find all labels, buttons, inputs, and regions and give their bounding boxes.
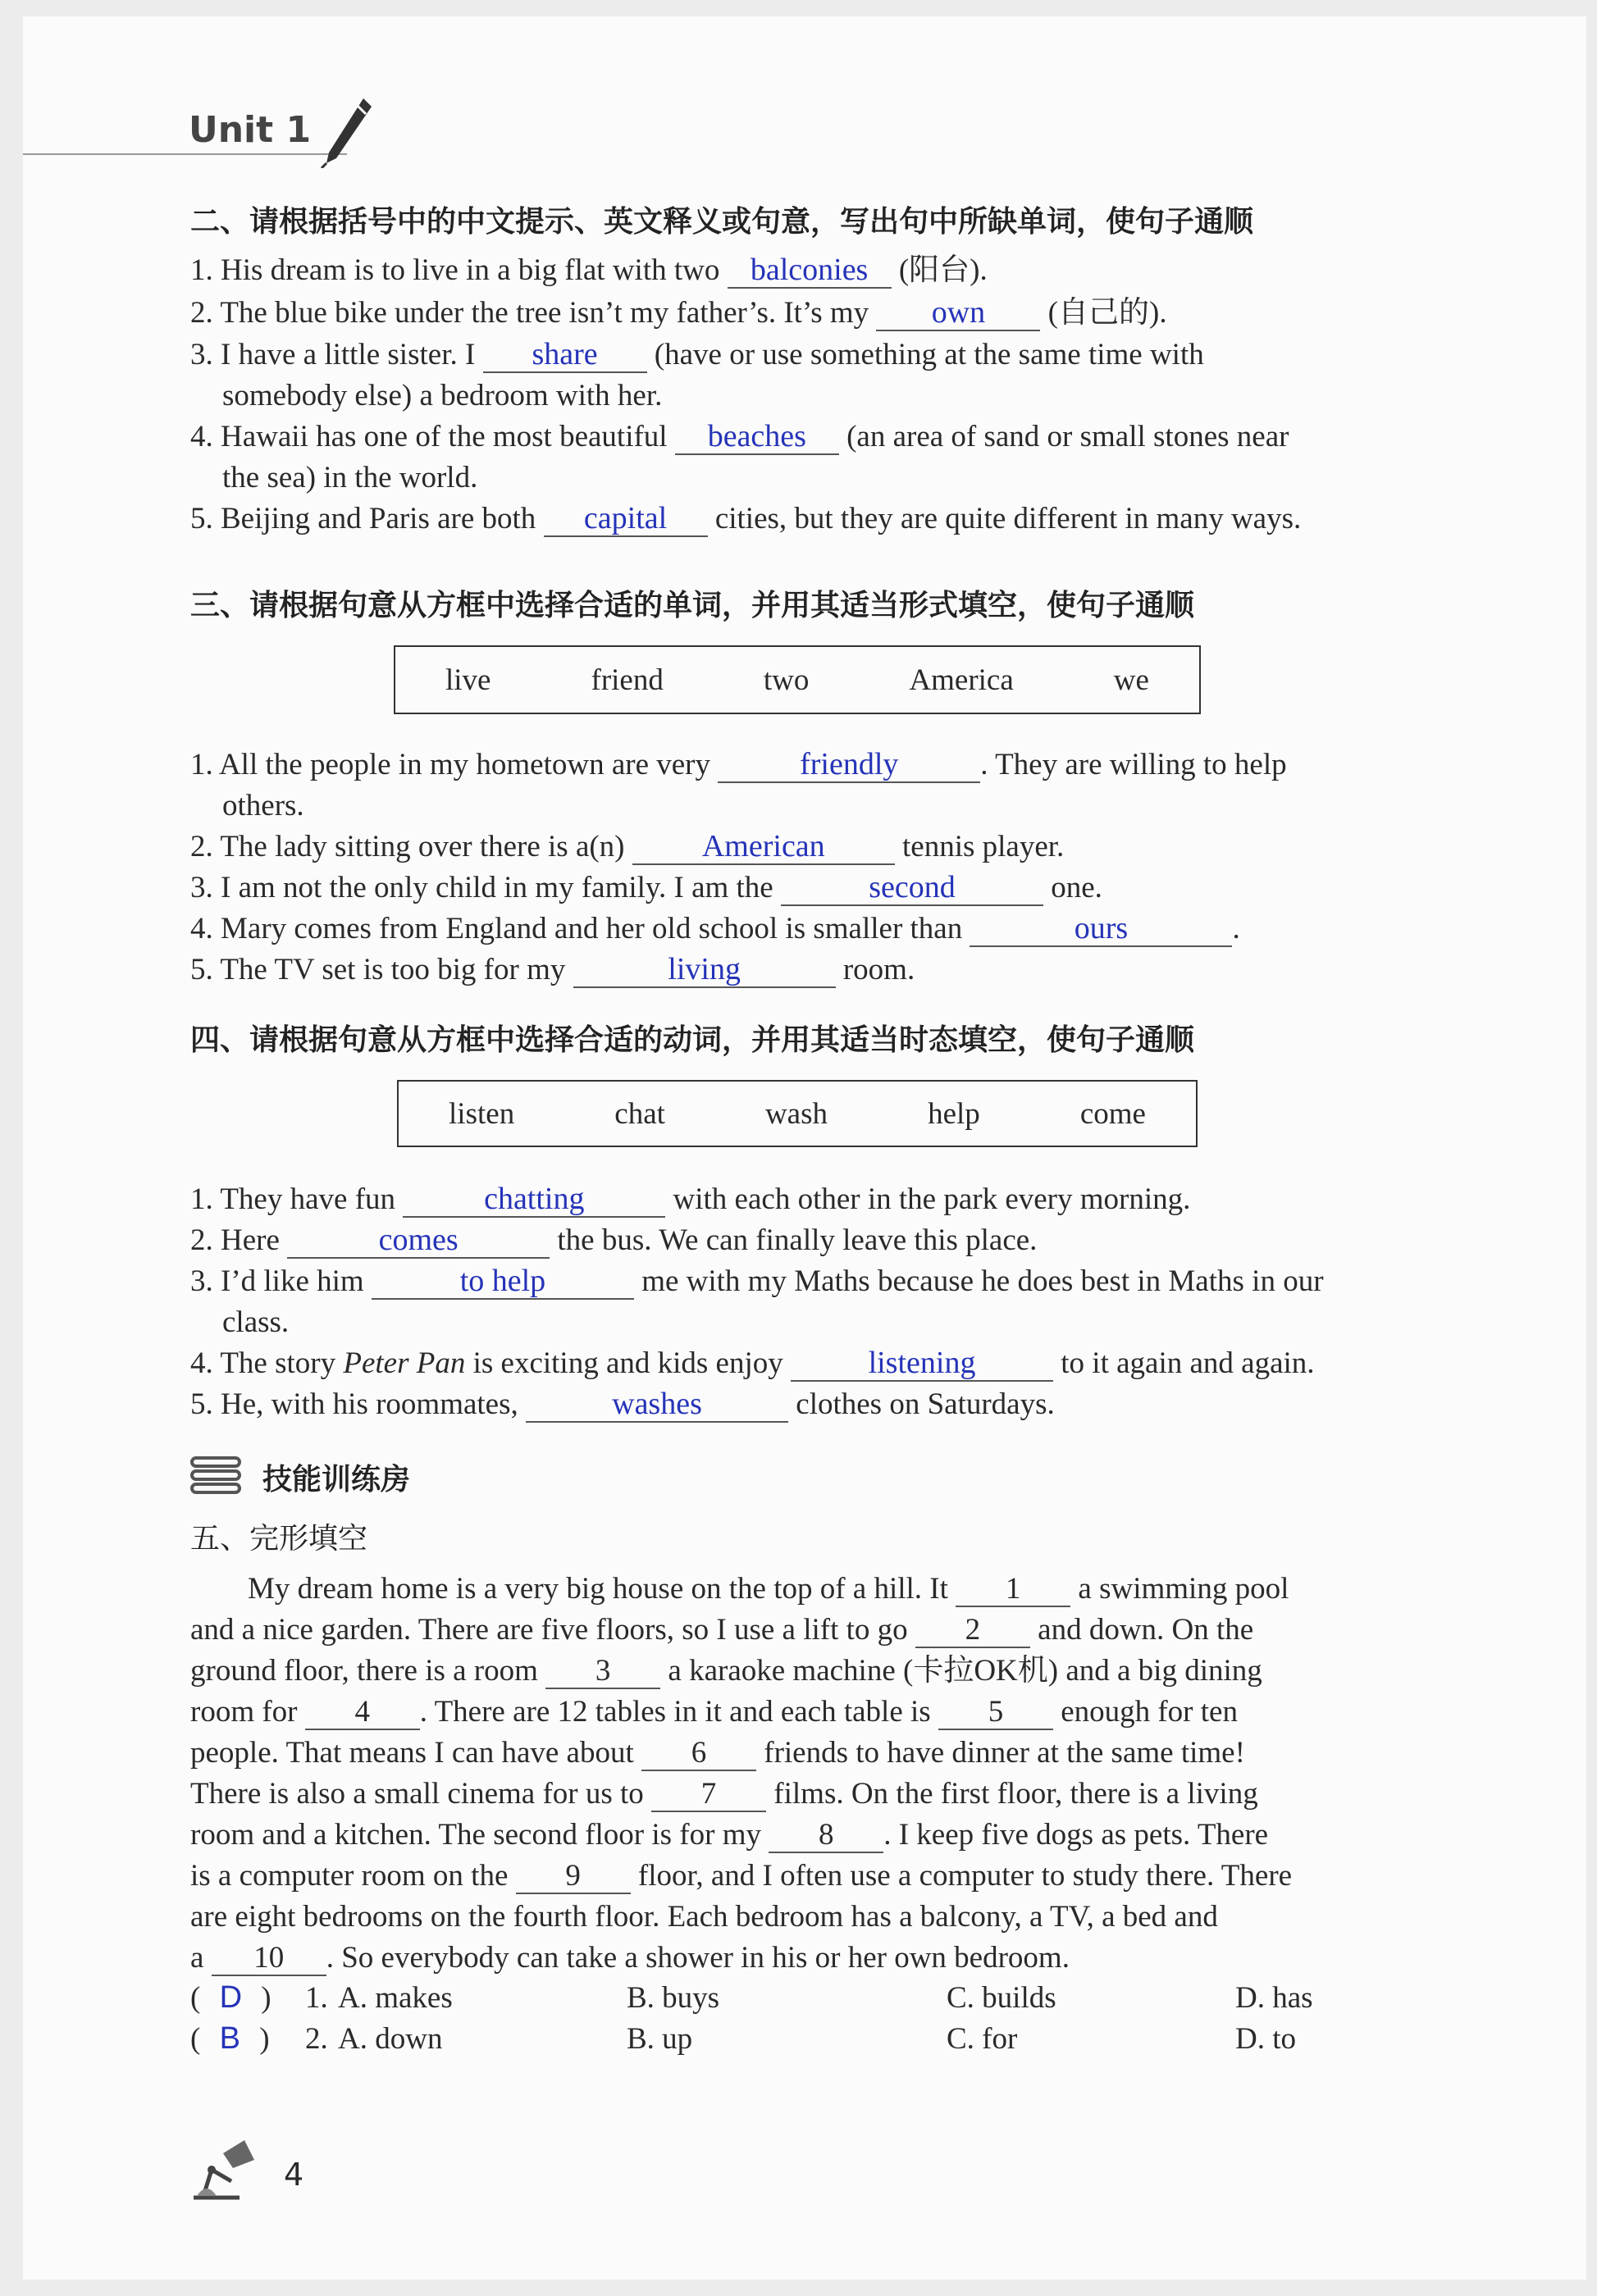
s4-item-4: 4. The story Peter Pan is exciting and kids enjoy listening to it again and again. — [190, 1346, 1315, 1380]
book-stack-icon — [190, 1455, 241, 1497]
answer-blank[interactable]: second — [781, 871, 1043, 906]
section3-title: 三、请根据句意从方框中选择合适的单词，并用其适当形式填空，使句子通顺 — [190, 589, 1195, 622]
question-number: 2. — [305, 2022, 328, 2056]
cloze-blank[interactable]: 3 — [545, 1655, 660, 1689]
option-a[interactable]: A. makes — [338, 1981, 453, 2015]
passage-line-8: is a computer room on the 9 floor, and I often use a computer to study there. There — [190, 1859, 1293, 1893]
option-a[interactable]: A. down — [338, 2022, 443, 2056]
word: listen — [449, 1096, 515, 1131]
s2-item-5: 5. Beijing and Paris are both capital cities, but they are quite different in many ways. — [190, 501, 1302, 535]
s4-item-5: 5. He, with his roommates, washes clothes on Saturdays. — [190, 1387, 1055, 1421]
option-c[interactable]: C. builds — [947, 1981, 1056, 2015]
pen-icon — [318, 94, 376, 168]
section2-title: 二、请根据括号中的中文提示、英文释义或句意，写出句中所缺单词，使句子通顺 — [190, 205, 1254, 239]
s3-item-3: 3. I am not the only child in my family. I am the second one. — [190, 870, 1102, 904]
answer-blank[interactable]: to help — [372, 1264, 634, 1300]
s2-item-4-cont: the sea) in the world. — [222, 461, 478, 494]
s2-item-3-cont: somebody else) a bedroom with her. — [222, 379, 663, 412]
answer-blank[interactable]: friendly — [718, 748, 980, 783]
s2-item-2: 2. The blue bike under the tree isn’t my father’s. It’s my own (自己的). — [190, 295, 1167, 330]
cloze-blank[interactable]: 6 — [641, 1737, 756, 1771]
answer-blank[interactable]: beaches — [675, 420, 839, 455]
header-rule — [23, 153, 347, 155]
passage-line-6: There is also a small cinema for us to 7 films. On the first floor, there is a living — [190, 1777, 1258, 1811]
question-number: 1. — [305, 1981, 328, 2015]
answer-blank[interactable]: chatting — [403, 1182, 665, 1218]
answer-blank[interactable]: listening — [791, 1346, 1053, 1382]
s3-item-4: 4. Mary comes from England and her old school is smaller than ours . — [190, 911, 1240, 945]
s3-item-1: 1. All the people in my hometown are very friendly . They are willing to help — [190, 747, 1287, 781]
page-number: 4 — [284, 2157, 304, 2193]
cloze-blank[interactable]: 9 — [516, 1860, 631, 1894]
word: chat — [614, 1096, 665, 1131]
unit-header — [23, 78, 367, 160]
section5-title: 五、完形填空 — [190, 1522, 368, 1556]
s2-item-1: 1. His dream is to live in a big flat with two balconies (阳台). — [190, 253, 988, 287]
cloze-blank[interactable]: 4 — [305, 1696, 420, 1730]
passage-line-3: ground floor, there is a room 3 a karaoke machine (卡拉OK机) and a big dining — [190, 1654, 1262, 1688]
skills-header — [190, 1450, 682, 1499]
s3-item-2: 2. The lady sitting over there is a(n) American tennis player. — [190, 829, 1065, 863]
cloze-blank[interactable]: 7 — [651, 1778, 766, 1812]
word-box-3 — [394, 645, 1201, 714]
passage-line-4: room for 4 . There are 12 tables in it and each table is 5 enough for ten — [190, 1695, 1238, 1729]
word: America — [909, 663, 1014, 697]
answer-paren[interactable]: ( D ) — [190, 1980, 271, 2015]
answer-blank[interactable]: capital — [544, 502, 708, 537]
answer-blank[interactable]: share — [483, 338, 647, 373]
unit-title: Unit 1 — [189, 109, 312, 151]
footer — [187, 2132, 351, 2206]
answer-blank[interactable]: comes — [287, 1223, 550, 1259]
option-b[interactable]: B. buys — [627, 1981, 720, 2015]
worksheet-page — [23, 16, 1586, 2280]
answer-blank[interactable]: ours — [970, 912, 1232, 947]
passage-line-2: and a nice garden. There are five floors, so I use a lift to go 2 and down. On the — [190, 1613, 1254, 1647]
word: live — [445, 663, 491, 697]
s4-item-3-cont: class. — [222, 1305, 290, 1339]
option-b[interactable]: B. up — [627, 2022, 693, 2056]
desk-lamp-icon — [187, 2132, 262, 2203]
answer-blank[interactable]: washes — [526, 1387, 788, 1423]
cloze-blank[interactable]: 1 — [956, 1573, 1070, 1607]
word-box-4 — [397, 1080, 1198, 1147]
skills-title: 技能训练房 — [262, 1463, 411, 1496]
s3-item-1-cont: others. — [222, 789, 304, 822]
option-c[interactable]: C. for — [947, 2022, 1018, 2056]
cloze-blank[interactable]: 2 — [915, 1614, 1030, 1648]
s4-item-2: 2. Here comes the bus. We can finally leave this place. — [190, 1223, 1038, 1257]
s4-item-1: 1. They have fun chatting with each other in the park every morning. — [190, 1182, 1191, 1216]
cloze-blank[interactable]: 5 — [938, 1696, 1053, 1730]
word: friend — [591, 663, 664, 697]
word: come — [1079, 1096, 1146, 1131]
passage-line-5: people. That means I can have about 6 friends to have dinner at the same time! — [190, 1736, 1245, 1770]
answer-blank[interactable]: balconies — [728, 253, 892, 289]
word: we — [1113, 663, 1149, 697]
answer-paren[interactable]: ( B ) — [190, 2021, 270, 2056]
word: help — [928, 1096, 980, 1131]
s2-item-4: 4. Hawaii has one of the most beautiful beaches (an area of sand or small stones near — [190, 419, 1289, 453]
option-d[interactable]: D. to — [1235, 2022, 1296, 2056]
answer-blank[interactable]: American — [632, 830, 895, 865]
passage-line-9: are eight bedrooms on the fourth floor. Each bedroom has a balcony, a TV, a bed and — [190, 1900, 1218, 1934]
passage-line-7: room and a kitchen. The second floor is for my 8 . I keep five dogs as pets. There — [190, 1818, 1269, 1852]
answer-blank[interactable]: living — [573, 953, 836, 988]
s3-item-5: 5. The TV set is too big for my living room. — [190, 952, 915, 986]
s4-item-3: 3. I’d like him to help me with my Maths because he does best in Maths in our — [190, 1264, 1324, 1298]
question-2 — [190, 2021, 1470, 2062]
question-1 — [190, 1980, 1470, 2021]
option-d[interactable]: D. has — [1235, 1981, 1313, 2015]
passage-line-10: a 10 . So everybody can take a shower in his or her own bedroom. — [190, 1941, 1070, 1975]
cloze-blank[interactable]: 8 — [769, 1819, 883, 1853]
word: wash — [764, 1096, 828, 1131]
answer-blank[interactable]: own — [876, 296, 1040, 331]
word: two — [763, 663, 810, 697]
section4-title: 四、请根据句意从方框中选择合适的动词，并用其适当时态填空，使句子通顺 — [190, 1023, 1195, 1057]
s2-item-3: 3. I have a little sister. I share (have or use something at the same time with — [190, 337, 1204, 371]
cloze-blank[interactable]: 10 — [212, 1942, 326, 1976]
passage-line-1: My dream home is a very big house on the top of a hill. It 1 a swimming pool — [248, 1572, 1289, 1606]
